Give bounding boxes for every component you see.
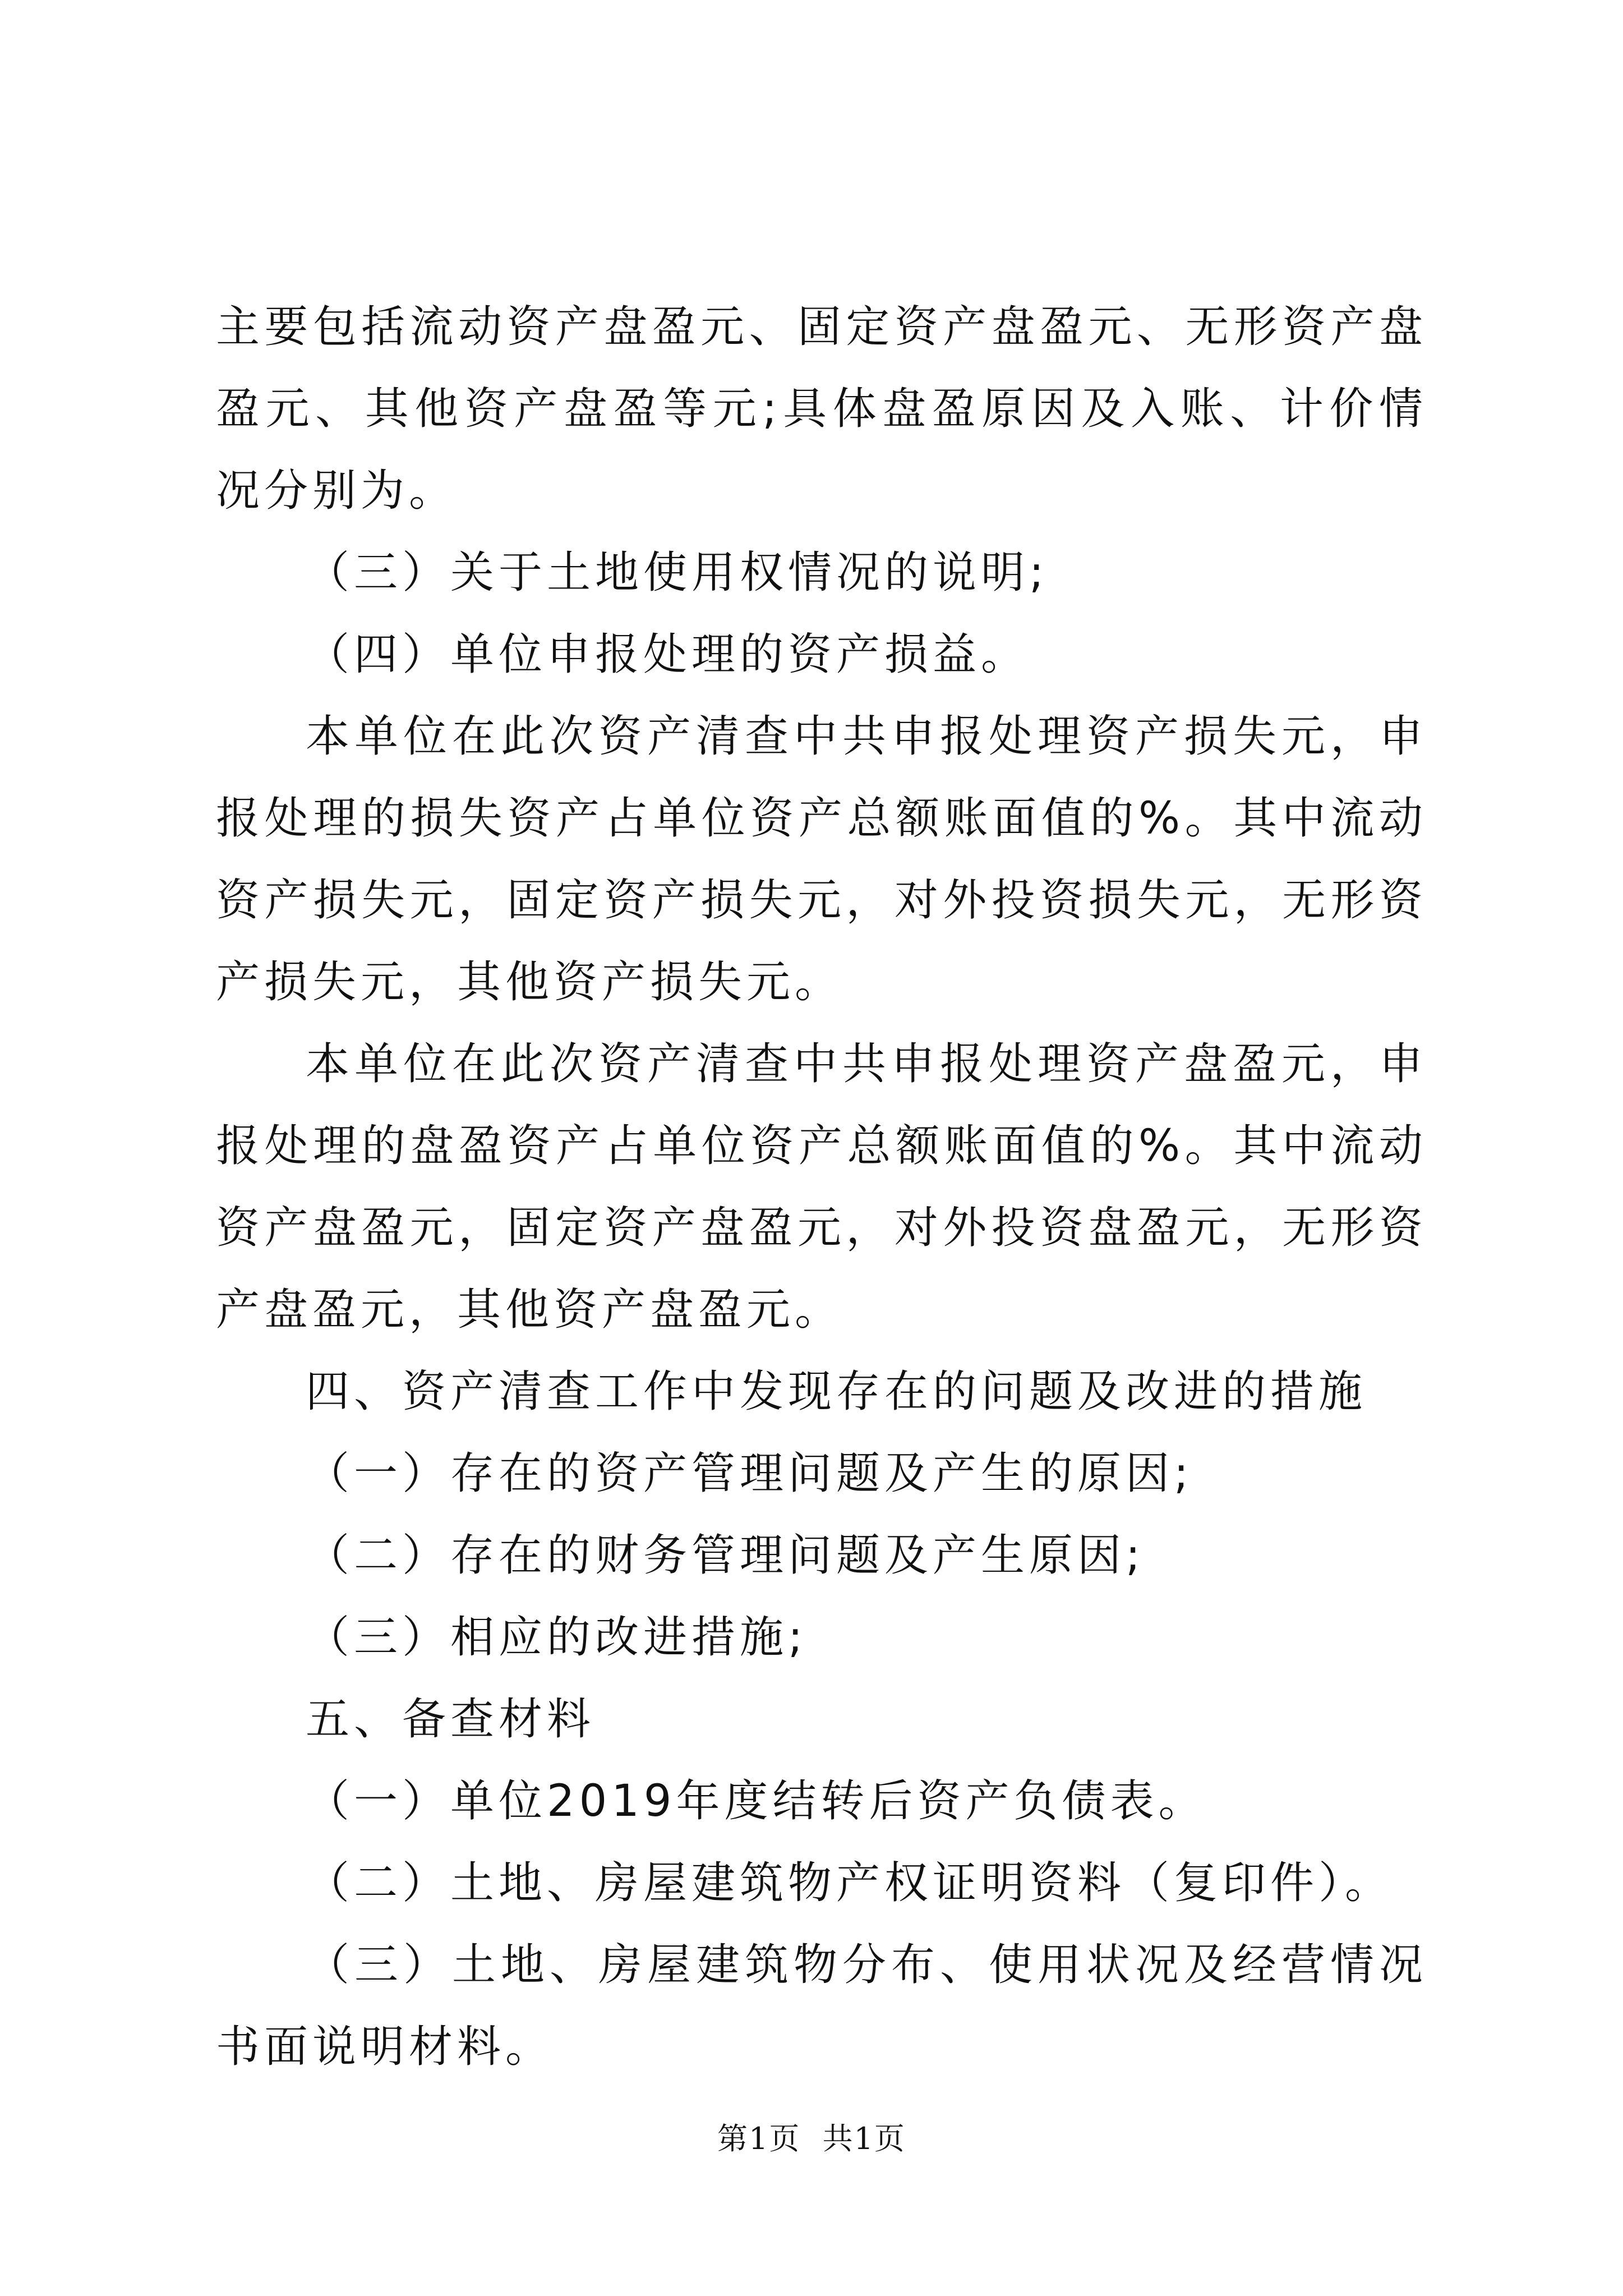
paragraph-11: （一）单位2019年度结转后资产负债表。 [306, 1776, 1207, 1826]
paragraph-7: （一）存在的资产管理问题及产生的原因; [306, 1448, 1193, 1499]
paragraph-2: （三）关于土地使用权情况的说明; [306, 547, 1049, 598]
section-heading-4: 四、资产清查工作中发现存在的问题及改进的措施 [306, 1366, 1367, 1417]
page-total: 共1页 [822, 2121, 906, 2156]
section-heading-5: 五、备查材料 [306, 1694, 596, 1745]
paragraph-5: 本单位在此次资产清查中共申报处理资产盘盈元，申报处理的盘盈资产占单位资产总额账面值的%。其中流动资产盘盈元，固定资产盘盈元，对外投资盘盈元，无形资产盘盈元，其他资产盘盈元。 [216, 1039, 1427, 1335]
page-footer [0, 2115, 1623, 2158]
paragraph-9: （三）相应的改进措施; [306, 1612, 808, 1663]
document-body [216, 286, 1427, 2088]
paragraph-8: （二）存在的财务管理问题及产生原因; [306, 1530, 1145, 1581]
paragraph-13: （三）土地、房屋建筑物分布、使用状况及经营情况书面说明材料。 [216, 1940, 1427, 2072]
paragraph-4: 本单位在此次资产清查中共申报处理资产损失元，申报处理的损失资产占单位资产总额账面值的%。其中流动资产损失元，固定资产损失元，对外投资损失元，无形资产损失元，其他资产损失元。 [216, 711, 1427, 1007]
paragraph-12: （二）土地、房屋建筑物产权证明资料（复印件）。 [306, 1858, 1394, 1908]
page-number: 第1页 [717, 2121, 801, 2156]
paragraph-1: 主要包括流动资产盘盈元、固定资产盘盈元、无形资产盘盈元、其他资产盘盈等元;具体盘盈原因及入账、计价情况分别为。 [216, 302, 1427, 516]
paragraph-3: （四）单位申报处理的资产损益。 [306, 629, 1030, 680]
